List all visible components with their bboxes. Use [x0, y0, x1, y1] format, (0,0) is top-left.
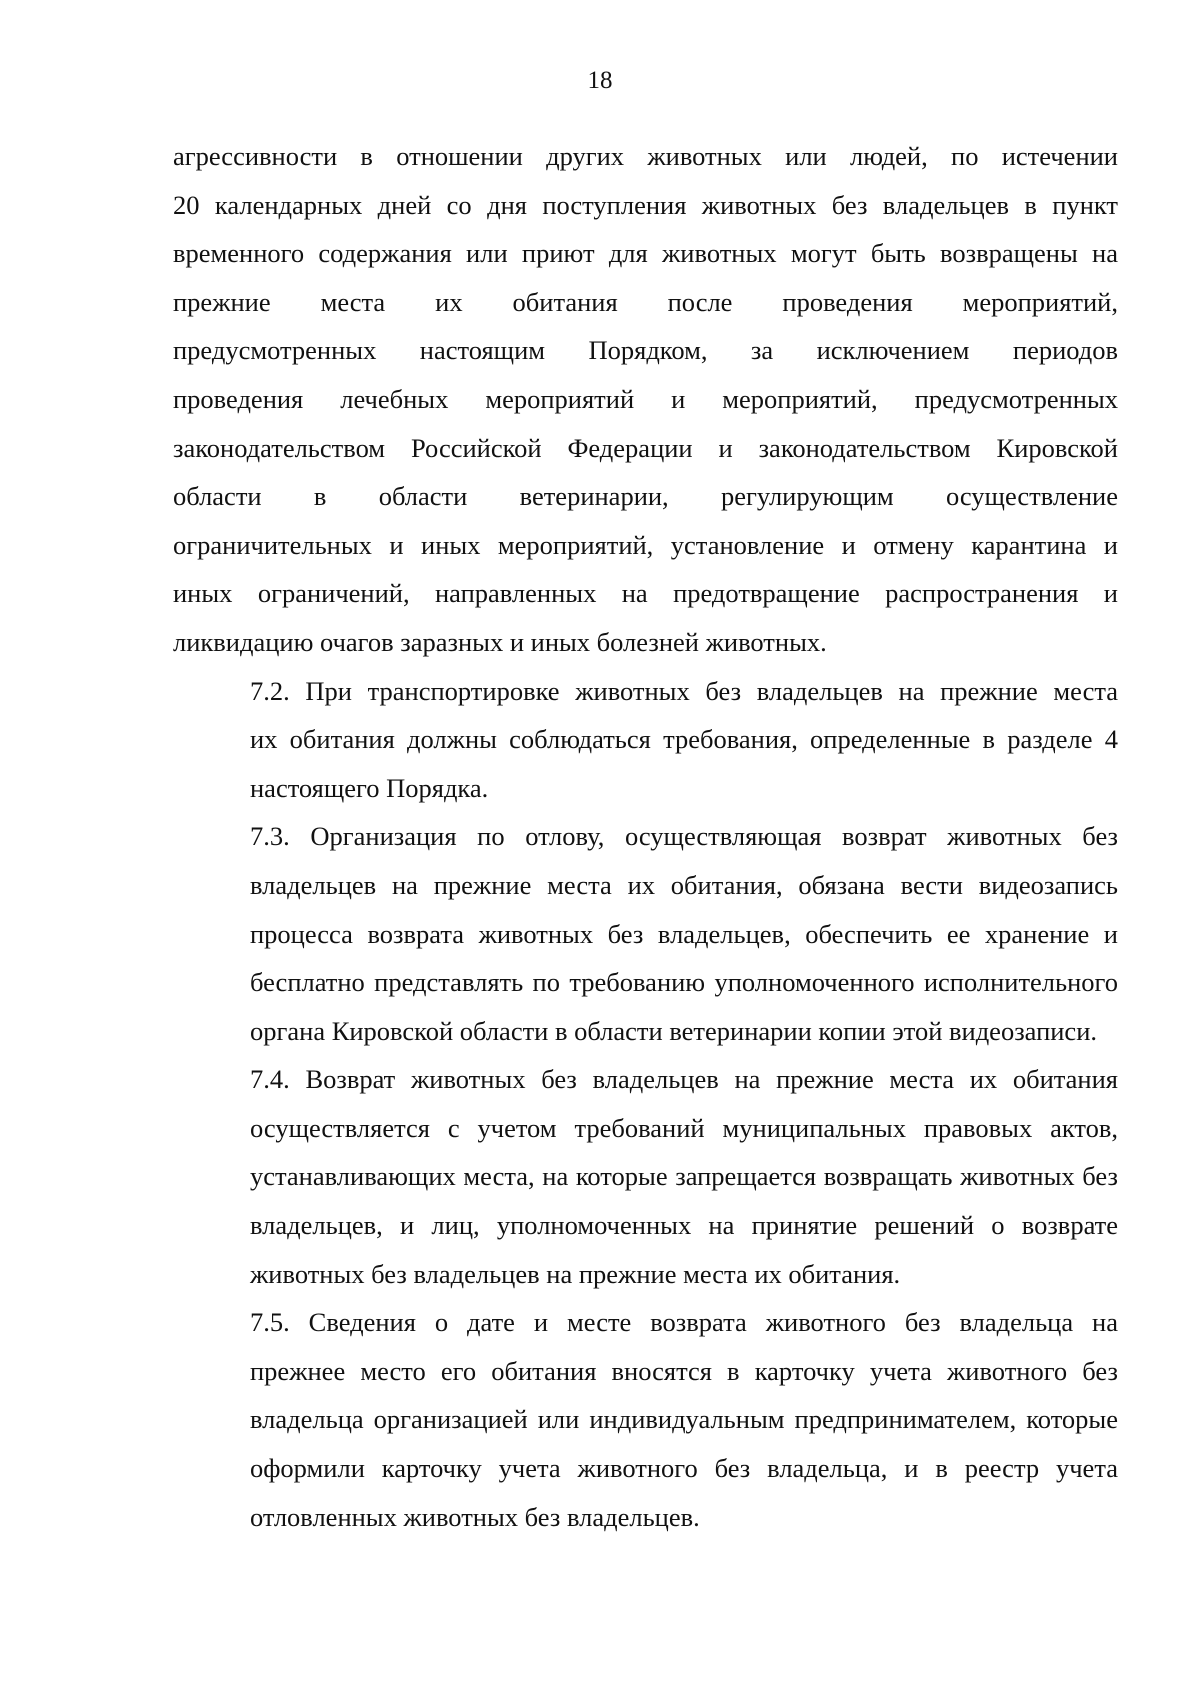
paragraph-p-continued	[173, 132, 1118, 667]
text-line: устанавливающих места, на которые запрещается возвращать животных без	[250, 1161, 1118, 1192]
text-line: животных без владельцев на прежние места их обитания.	[250, 1258, 901, 1289]
text-line: осуществляется с учетом требований муниципальных правовых актов,	[250, 1112, 1118, 1143]
text-line: отловленных животных без владельцев.	[250, 1501, 700, 1532]
text-line: временного содержания или приют для животных могут быть возвращены на	[173, 238, 1118, 269]
paragraph-p-7-2	[173, 667, 1118, 813]
text-line: области в области ветеринарии, регулирующим осуществление	[173, 481, 1118, 512]
page-number: 18	[587, 67, 613, 94]
text-line: 7.3. Организация по отлову, осуществляющая возврат животных без	[250, 821, 1118, 852]
text-line: 7.5. Сведения о дате и месте возврата животного без владельца на	[250, 1307, 1118, 1338]
text-line: предусмотренных настоящим Порядком, за исключением периодов	[173, 335, 1118, 366]
text-line: проведения лечебных мероприятий и мероприятий, предусмотренных	[173, 383, 1118, 414]
document-body	[173, 132, 1118, 1541]
text-line: их обитания должны соблюдаться требования, определенные в разделе 4	[250, 724, 1118, 755]
text-line: прежнее место его обитания вносятся в карточку учета животного без	[250, 1355, 1118, 1386]
text-line: агрессивности в отношении других животных или людей, по истечении	[173, 141, 1118, 171]
paragraph-p-7-4	[173, 1055, 1118, 1298]
text-line: настоящего Порядка.	[250, 772, 489, 803]
paragraph-p-7-5	[173, 1298, 1118, 1541]
text-line: иных ограничений, направленных на предотвращение распространения и	[173, 578, 1118, 609]
text-line: прежние места их обитания после проведения мероприятий,	[173, 286, 1118, 317]
text-line: владельца организацией или индивидуальным предпринимателем, которые	[250, 1404, 1118, 1435]
text-line: ограничительных и иных мероприятий, установление и отмену карантина и	[173, 529, 1118, 560]
text-line: 7.2. При транспортировке животных без владельцев на прежние места	[250, 675, 1118, 706]
paragraph-p-7-3	[173, 812, 1118, 1055]
text-line: органа Кировской области в области ветеринарии копии этой видеозаписи.	[250, 1015, 1098, 1046]
text-line: 20 календарных дней со дня поступления животных без владельцев в пункт	[173, 189, 1118, 220]
text-line: ликвидацию очагов заразных и иных болезней животных.	[173, 626, 827, 657]
text-line: оформили карточку учета животного без владельца, и в реестр учета	[250, 1453, 1118, 1484]
text-line: бесплатно представлять по требованию уполномоченного исполнительного	[250, 967, 1118, 998]
text-line: 7.4. Возврат животных без владельцев на прежние места их обитания	[250, 1064, 1118, 1095]
text-line: владельцев, и лиц, уполномоченных на принятие решений о возврате	[250, 1210, 1118, 1241]
text-line: владельцев на прежние места их обитания, обязана вести видеозапись	[250, 869, 1118, 900]
text-line: процесса возврата животных без владельцев, обеспечить ее хранение и	[250, 918, 1118, 949]
text-line: законодательством Российской Федерации и законодательством Кировской	[173, 432, 1118, 463]
